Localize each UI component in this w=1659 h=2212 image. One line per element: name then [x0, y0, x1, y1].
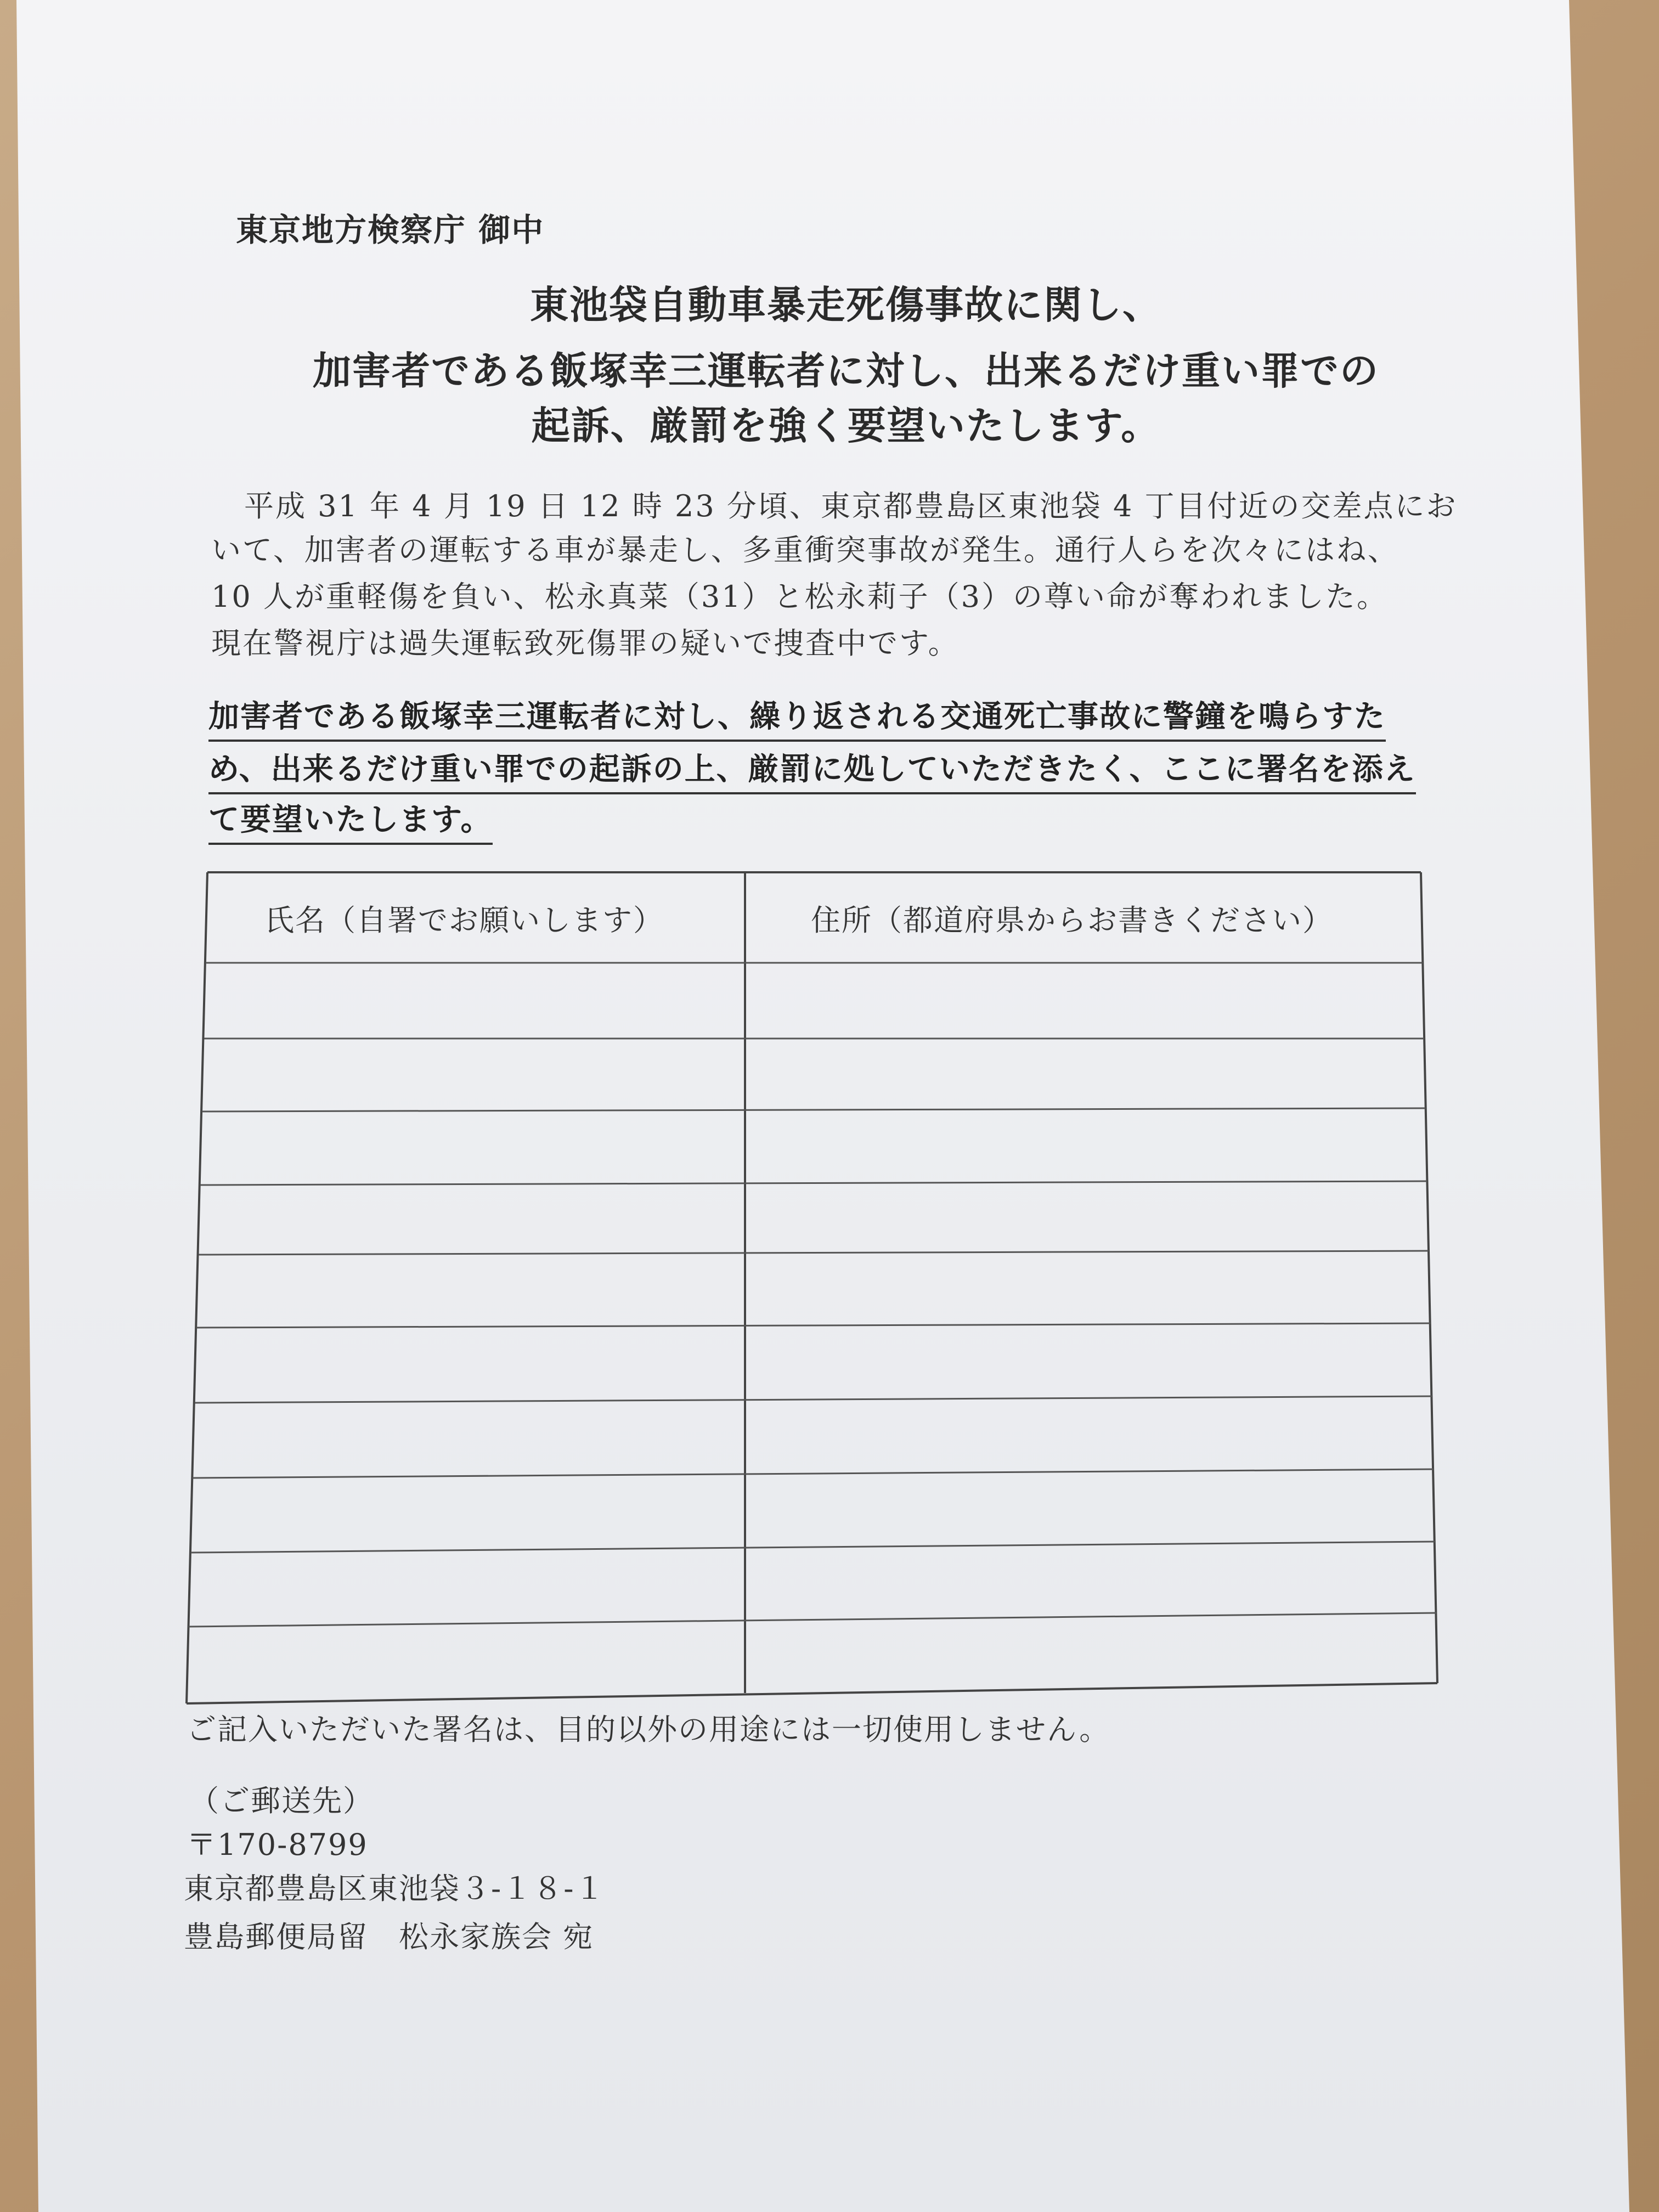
addressee: 東京地方検察庁 御中 — [236, 211, 545, 249]
mailing-label: （ご郵送先） — [189, 1784, 374, 1818]
table-row — [191, 1542, 1435, 1553]
body-paragraph-line: 平成 31 年 4 月 19 日 12 時 23 分頃、東京都豊島区東池袋 4 丁目付近の交差点にお — [244, 489, 1458, 523]
body-paragraph-line: 10 人が重軽傷を負い、松永真菜（31）と松永莉子（3）の尊い命が奪われました。 — [211, 579, 1388, 614]
title-line: 加害者である飯塚幸三運転者に対し、出来るだけ重い罪での — [313, 348, 1379, 393]
table-row — [199, 1251, 1429, 1255]
body-paragraph-line: 現在警視庁は過失運転致死傷罪の疑いで捜査中です。 — [211, 626, 960, 661]
title-line: 起訴、厳罰を強く要望いたします。 — [531, 403, 1161, 448]
table-row — [195, 1396, 1432, 1403]
table-row — [196, 1323, 1430, 1328]
table-row — [200, 1181, 1427, 1185]
table-row — [189, 1613, 1436, 1627]
privacy-note: ご記入いただいた署名は、目的以外の用途には一切使用しません。 — [187, 1712, 1110, 1747]
column-header-name: 氏名（自署でお願いします） — [264, 903, 664, 938]
request-line: め、出来るだけ重い罪での起訴の上、厳罰に処していただきたく、ここに署名を添え — [208, 745, 1416, 794]
table-border-right — [1421, 872, 1437, 1683]
table-border-bottom — [187, 1683, 1437, 1703]
body-paragraph-line: いて、加害者の運転する車が暴走し、多重衝突事故が発生。通行人らを次々にはね、 — [211, 533, 1399, 567]
table-border-left — [187, 872, 207, 1703]
postal-code: 〒170-8799 — [187, 1827, 368, 1862]
mailing-address: 東京都豊島区東池袋３-１８-１ — [184, 1871, 606, 1906]
request-line: 加害者である飯塚幸三運転者に対し、繰り返される交通死亡事故に警鐘を鳴らすた — [208, 692, 1386, 742]
recipient: 豊島郵便局留 松永家族会 宛 — [184, 1920, 594, 1954]
table-row — [193, 1469, 1434, 1478]
title-line: 東池袋自動車暴走死傷事故に関し、 — [530, 283, 1162, 328]
table-rows — [189, 963, 1436, 1627]
request-line: て要望いたします。 — [208, 795, 493, 845]
column-header-address: 住所（都道府県からお書きください） — [811, 903, 1333, 938]
table-row — [202, 1108, 1425, 1111]
